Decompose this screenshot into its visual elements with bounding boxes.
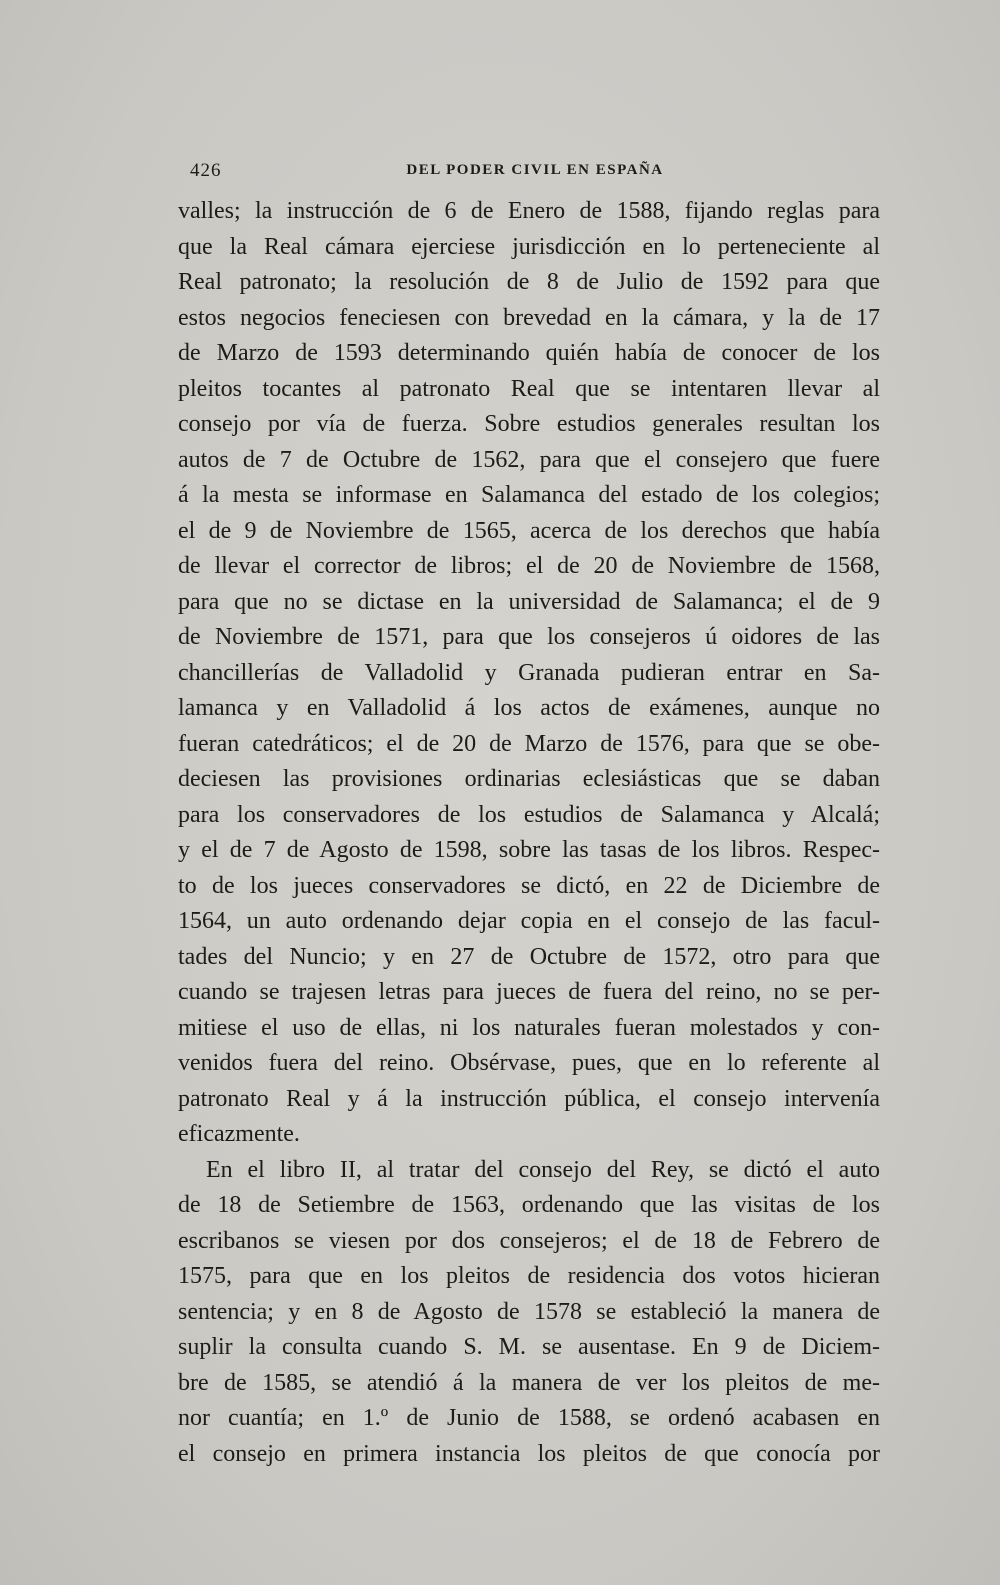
text-line: valles; la instrucción de 6 de Enero de 1588, fijando reglas para: [178, 198, 880, 224]
text-line: que la Real cámara ejerciese jurisdicción en lo perteneciente al: [178, 233, 880, 260]
text-line: tades del Nuncio; y en 27 de Octubre de 1572, otro para que: [178, 943, 880, 970]
text-line: para que no se dictase en la universidad de Salamanca; el de 9: [178, 588, 880, 615]
text-line: de llevar el corrector de libros; el de 20 de Noviembre de 1568,: [178, 553, 880, 579]
text-line: venidos fuera del reino. Obsérvase, pues, que en lo referente al: [178, 1050, 880, 1076]
text-line: suplir la consulta cuando S. M. se ausentase. En 9 de Diciem-: [178, 1334, 880, 1360]
text-line: bre de 1585, se atendió á la manera de ver los pleitos de me-: [178, 1369, 880, 1396]
text-line: autos de 7 de Octubre de 1562, para que el consejero que fuere: [178, 446, 880, 473]
text-line: to de los jueces conservadores se dictó, en 22 de Diciembre de: [178, 872, 880, 899]
text-line: pleitos tocantes al patronato Real que se intentaren llevar al: [178, 375, 880, 402]
text-line: 1564, un auto ordenando dejar copia en el consejo de las facul-: [178, 908, 880, 934]
body-text: [178, 194, 880, 1472]
paragraph-end-line: eficazmente.: [178, 1121, 300, 1147]
text-line: consejo por vía de fuerza. Sobre estudios generales resultan los: [178, 411, 880, 437]
text-line: el consejo en primera instancia los pleitos de que conocía por: [178, 1440, 880, 1467]
text-line: nor cuantía; en 1.º de Junio de 1588, se ordenó acabasen en: [178, 1405, 880, 1431]
text-line: de Marzo de 1593 determinando quién había de conocer de los: [178, 340, 880, 366]
text-line: y el de 7 de Agosto de 1598, sobre las tasas de los libros. Respec-: [178, 837, 880, 863]
text-line: deciesen las provisiones ordinarias eclesiásticas que se daban: [178, 766, 880, 792]
text-line: para los conservadores de los estudios de Salamanca y Alcalá;: [178, 801, 880, 828]
text-line: Real patronato; la resolución de 8 de Julio de 1592 para que: [178, 269, 880, 295]
text-line: á la mesta se informase en Salamanca del estado de los colegios;: [178, 482, 880, 508]
text-line: de Noviembre de 1571, para que los consejeros ú oidores de las: [178, 624, 880, 650]
text-line: lamanca y en Valladolid á los actos de exámenes, aunque no: [178, 695, 880, 721]
text-line: chancillerías de Valladolid y Granada pudieran entrar en Sa-: [178, 659, 880, 686]
text-line: sentencia; y en 8 de Agosto de 1578 se estableció la manera de: [178, 1298, 880, 1325]
text-line: fueran catedráticos; el de 20 de Marzo de 1576, para que se obe-: [178, 730, 880, 757]
paragraph-start-line: En el libro II, al tratar del consejo del Rey, se dictó el auto: [206, 1156, 880, 1183]
page-number: 426: [190, 160, 222, 181]
text-line: patronato Real y á la instrucción pública, el consejo intervenía: [178, 1085, 880, 1112]
text-line: de 18 de Setiembre de 1563, ordenando que las visitas de los: [178, 1192, 880, 1218]
text-line: estos negocios feneciesen con brevedad en la cámara, y la de 17: [178, 304, 880, 331]
text-line: mitiese el uso de ellas, ni los naturales fueran molestados y con-: [178, 1014, 880, 1041]
page-header: [190, 160, 880, 188]
text-line: cuando se trajesen letras para jueces de fuera del reino, no se per-: [178, 979, 880, 1005]
text-line: escribanos se viesen por dos consejeros; el de 18 de Febrero de: [178, 1227, 880, 1254]
text-line: 1575, para que en los pleitos de residencia dos votos hicieran: [178, 1263, 880, 1289]
running-title: DEL PODER CIVIL EN ESPAÑA: [406, 162, 664, 178]
text-line: el de 9 de Noviembre de 1565, acerca de los derechos que había: [178, 517, 880, 544]
